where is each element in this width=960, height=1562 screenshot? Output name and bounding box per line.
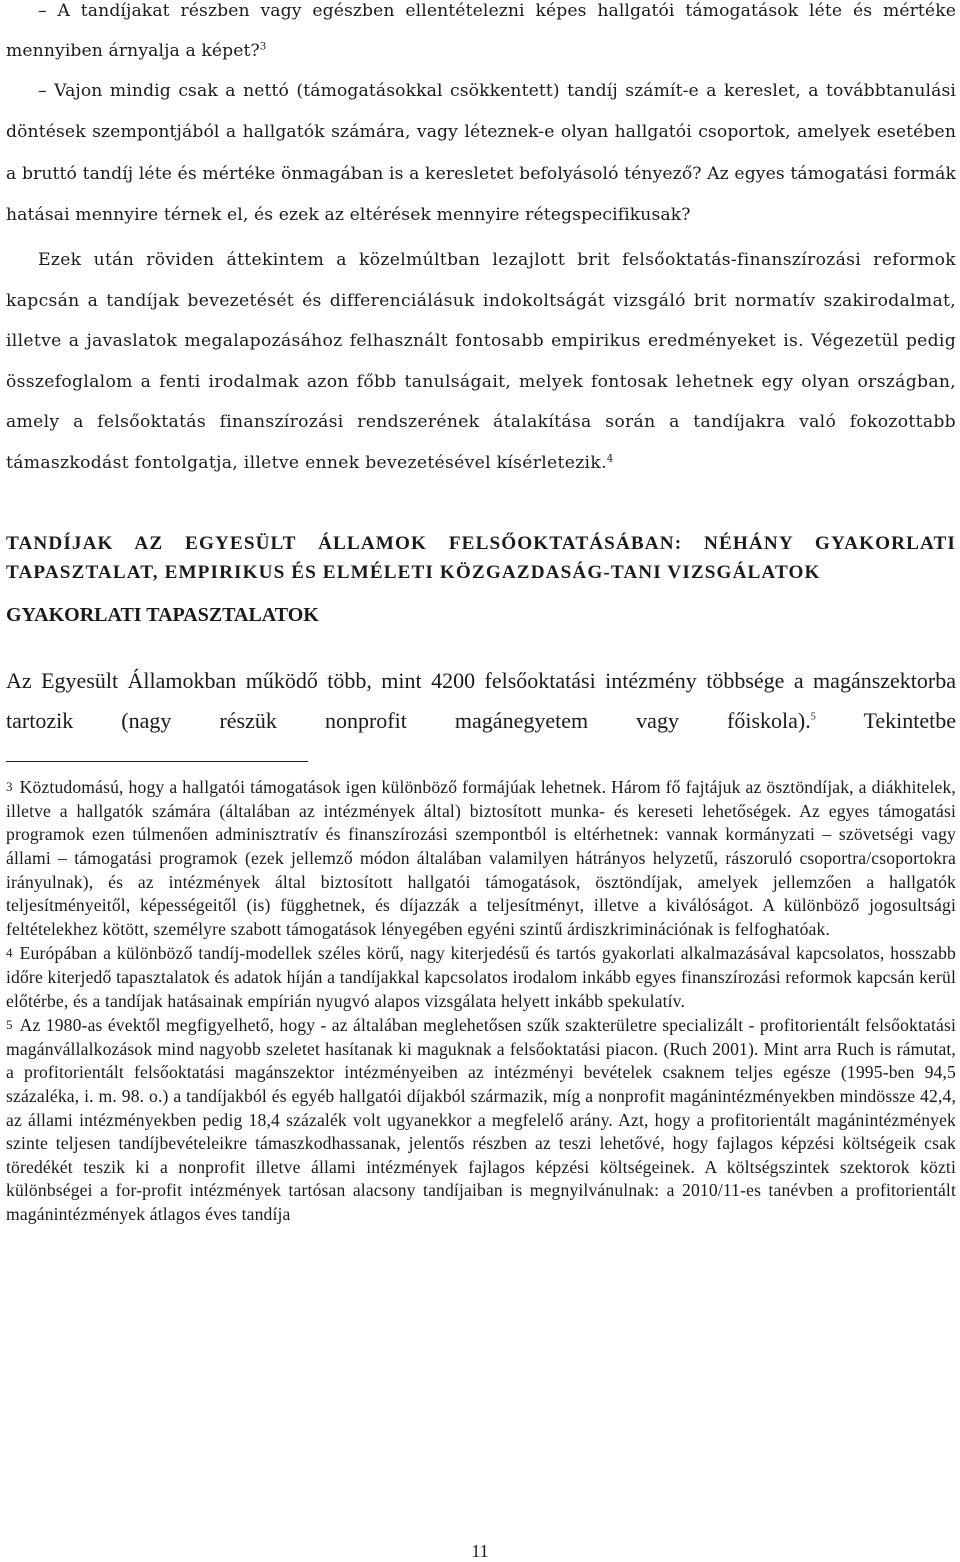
body-paragraph: Az Egyesült Államokban működő több, mint 4200 felsőoktatási intézmény többsége a magánszektorba tartozik (nagy részük nonprofit magánegyetem vagy főiskola).$^5$ Tekintetbe	[6, 668, 956, 734]
footnotes	[6, 775, 956, 1226]
footnote-number: 5	[6, 1017, 13, 1033]
page-number: 11	[471, 1541, 489, 1561]
section-heading: TANDÍJAK AZ EGYESÜLT ÁLLAMOK FELSŐOKTATÁSÁBAN: NÉHÁNY GYAKORLATI TAPASZTALAT, EMPIRIKUS ÉS ELMÉLETI KÖZGAZDASÁG-TANI VIZSGÁLATOK	[6, 533, 956, 583]
footnote: 5 Az 1980-as évektől megfigyelhető, hogy - az általában meglehetősen szűk szakterületre specializált - profitorientált felsőoktatási magánvállalkozások mind nagyobb szeletet hasítanak ki maguknak a felsőoktatási piacon. (Ruch 2001). Mint arra Ruch is rámutat, a profitorientált felsőoktatási magánszektor intézményeiben az intézményi bevételek csaknem teljes egésze (1995-ben 94,5 százaléka, i. m. 98. o.) a tandíjakból és egyéb hallgatói díjakból származik, míg a nonprofit magánintézményekben mindössze 42,4, az állami intézményekben pedig 18,4 százalék volt ugyanekkor a megfelelő arány. Azt, hogy a profitorientált magánintézmények szinte teljesen tandíjbevételeikre támaszkodhassanak, jelentős részben az teszi lehetővé, hogy fajlagos képzési költségeik csak töredékét teszik ki a nonprofit illetve állami intézmények fajlagos képzési költségeinek. A költségszintek szektorok közti különbségei a for-profit intézmények tartósan alacsony tandíjaiban is megnyilvánulnak: a 2010/11-es tanévben a profitorientált magánintézmények átlagos éves tandíja	[6, 1015, 956, 1224]
footnote-ref[interactable]: 4	[606, 452, 614, 464]
footnote-number: 4	[6, 945, 13, 961]
footnote: 3 Köztudomású, hogy a hallgatói támogatások igen különböző formájúak lehetnek. Három fő fajtájuk az ösztöndíjak, a diákhitelek, illetve a hallgatók számára (általában az intézmények által) biztosított munka- és kereseti lehetőségek. Az egyes támogatási programok ezen túlmenően adminisztratív és finanszírozási szempontból is eltérhetnek: vannak kormányzati – szövetségi vagy állami – támogatási programok (ezek jellemző módon általában valamilyen hátrányos helyzetű, rászoruló csoportra/csoportokra irányulnak), és az intézmények által biztosított hallgatói támogatások, ösztöndíjak, amelyek jellemzően a hallgatók teljesítményeitől, képességeitől (is) függhetnek, és díjazzák a teljesítményt, illetve a kiválóságot. A különböző jogosultsági feltételekhez kötött, személyre szabott támogatások lényegében egyéni szintű árdiszkriminációnak is felfoghatóak.	[6, 777, 956, 939]
footnote: 4 Európában a különböző tandíj-modellek széles körű, nagy kiterjedésű és tartós gyakorlati alkalmazásával kapcsolatos, hosszabb időre kiterjedő tapasztalatok és adatok híján a tandíjakkal kapcsolatos irodalom inkább egyes finanszírozási reformok kapcsán kerül előtérbe, és a tandíjak hatásainak empírián nyugvó alapos vizsgálata helyett inkább spekulatív.	[6, 943, 956, 1011]
footnote-separator	[6, 761, 308, 762]
intro-item: – Vajon mindig csak a nettó (támogatásokkal csökkentett) tandíj számít-e a kereslet, a továbbtanulási döntések szempontjából a hallgatók számára, vagy léteznek-e olyan hallgatói csoportok, amelyek esetében a bruttó tandíj léte és mértéke önmagában is a keresletet befolyásoló tényező? Az egyes támogatási formák hatásai mennyire térnek el, és ezek az eltérések mennyire rétegspecifikusak?	[6, 81, 956, 225]
intro-paragraph: Ezek után röviden áttekintem a közelmúltban lezajlott brit felsőoktatás-finanszírozási reformok kapcsán a tandíjak bevezetését és differenciálásuk indokoltságát vizsgáló brit normatív szakirodalmat, illetve a javaslatok megalapozásához felhasznált fontosabb empirikus eredményeket is. Végezetül pedig összefoglalom a fenti irodalmak azon főbb tanulságait, melyek fontosak lehetnek egy olyan országban, amely a felsőoktatás finanszírozási rendszerének átalakítása során a tandíjakra való fokozottabb támaszkodást fontolgatja, illetve ennek bevezetésével kísérletezik.$^4$	[6, 250, 956, 473]
footnote-ref[interactable]: 3	[259, 41, 267, 53]
footnote-ref[interactable]: 5	[810, 711, 816, 723]
intro-item: – A tandíjakat részben vagy egészben ellentételezni képes hallgatói támogatások léte és mértéke mennyiben árnyalja a képet?$^3$	[6, 1, 956, 61]
footnote-number: 3	[6, 779, 13, 795]
document-page	[6, 0, 956, 1226]
subsection-heading: GYAKORLATI TAPASZTALATOK	[6, 604, 319, 627]
